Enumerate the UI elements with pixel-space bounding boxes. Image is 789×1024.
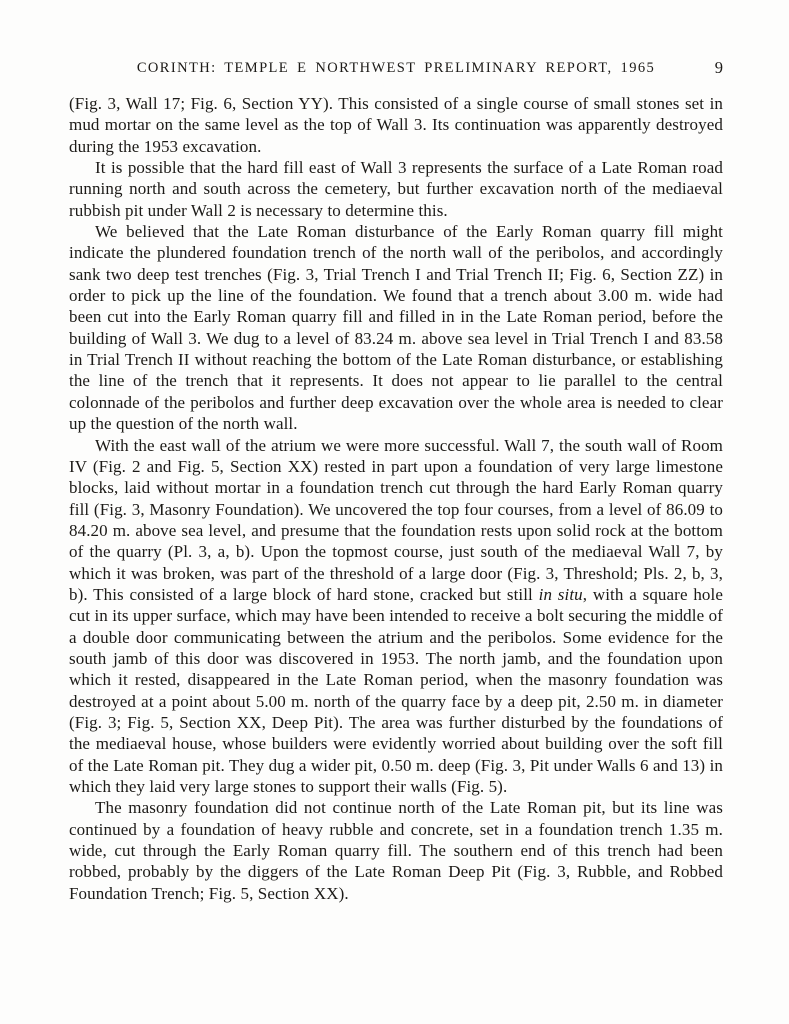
text-run: We believed that the Late Roman disturbance of the Early Roman quarry fill might indicate the plundered foundation trench of the north wall of the peribolos, and accordingly sank two deep test trenches (Fig. 3, Trial Trench I and Trial Trench II; Fig. 6, Section ZZ) in order to pick up the line of the foundation. We found that a trench about 3.00 m. wide had been cut into the Early Roman quarry fill and filled in in the Late Roman period, before the building of Wall 3. We dug to a level of 83.24 m. above sea level in Trial Trench I and 83.58 in Trial Trench II without reaching the bottom of the Late Roman disturbance, or establishing the line of the trench that it represents. It does not appear to lie parallel to the central colonnade of the peribolos and further deep excavation over the whole area is needed to clear up the question of the north wall. xyxy=(69,222,723,434)
text-run: (Fig. 3, Wall 17; Fig. 6, Section YY). This consisted of a single course of small stones set in mud mortar on the same level as the top of Wall 3. Its continuation was apparently destroyed during the 1953 excavation. xyxy=(69,94,723,156)
paragraph xyxy=(69,435,723,798)
italic-text-run: in situ xyxy=(538,584,583,604)
page-body xyxy=(69,93,723,904)
running-header xyxy=(69,60,723,77)
text-run: The masonry foundation did not continue north of the Late Roman pit, but its line was continued by a foundation of heavy rubble and concrete, set in a foundation trench 1.35 m. wide, cut through the Early Roman quarry fill. The southern end of this trench had been robbed, probably by the diggers of the Late Roman Deep Pit (Fig. 3, Rubble, and Robbed Foundation Trench; Fig. 5, Section XX). xyxy=(69,798,723,903)
paragraph xyxy=(69,797,723,904)
page-number: 9 xyxy=(714,58,723,77)
text-run: It is possible that the hard fill east of Wall 3 represents the surface of a Late Roman road running north and south across the cemetery, but further excavation north of the mediaeval rubbish pit under Wall 2 is necessary to determine this. xyxy=(69,158,723,220)
paragraph xyxy=(69,221,723,434)
paragraph xyxy=(69,157,723,221)
text-run: With the east wall of the atrium we were more successful. Wall 7, the south wall of Room IV (Fig. 2 and Fig. 5, Section XX) rested in part upon a foundation of very large limestone blocks, laid without mortar in a foundation trench cut through the hard Early Roman quarry fill (Fig. 3, Masonry Foundation). We uncovered the top four courses, from a level of 86.09 to 84.20 m. above sea level, and presume that the foundation rests upon solid rock at the bottom of the quarry (Pl. 3, a, b). Upon the topmost course, just south of the mediaeval Wall 7, by which it was broken, was part of the threshold of a large door (Fig. 3, Threshold; Pls. 2, b, 3, b). This consisted of a large block of hard stone, cracked but still xyxy=(69,435,723,604)
paragraph xyxy=(69,93,723,157)
running-header-title: CORINTH: TEMPLE E NORTHWEST PRELIMINARY REPORT, 1965 xyxy=(136,60,656,76)
text-run: , with a square hole cut in its upper surface, which may have been intended to receive a bolt securing the middle of a double door communicating between the atrium and the peribolos. Some evidence for the south jamb of this door was discovered in 1953. The north jamb, and the foundation upon which it rested, disappeared in the Late Roman period, when the masonry foundation was destroyed at a point about 5.00 m. north of the quarry face by a deep pit, 2.50 m. in diameter (Fig. 3; Fig. 5, Section XX, Deep Pit). The area was further disturbed by the foundations of the mediaeval house, whose builders were evidently worried about building over the soft fill of the Late Roman pit. They dug a wider pit, 0.50 m. deep (Fig. 3, Pit under Walls 6 and 13) in which they laid very large stones to support their walls (Fig. 5). xyxy=(69,584,724,796)
